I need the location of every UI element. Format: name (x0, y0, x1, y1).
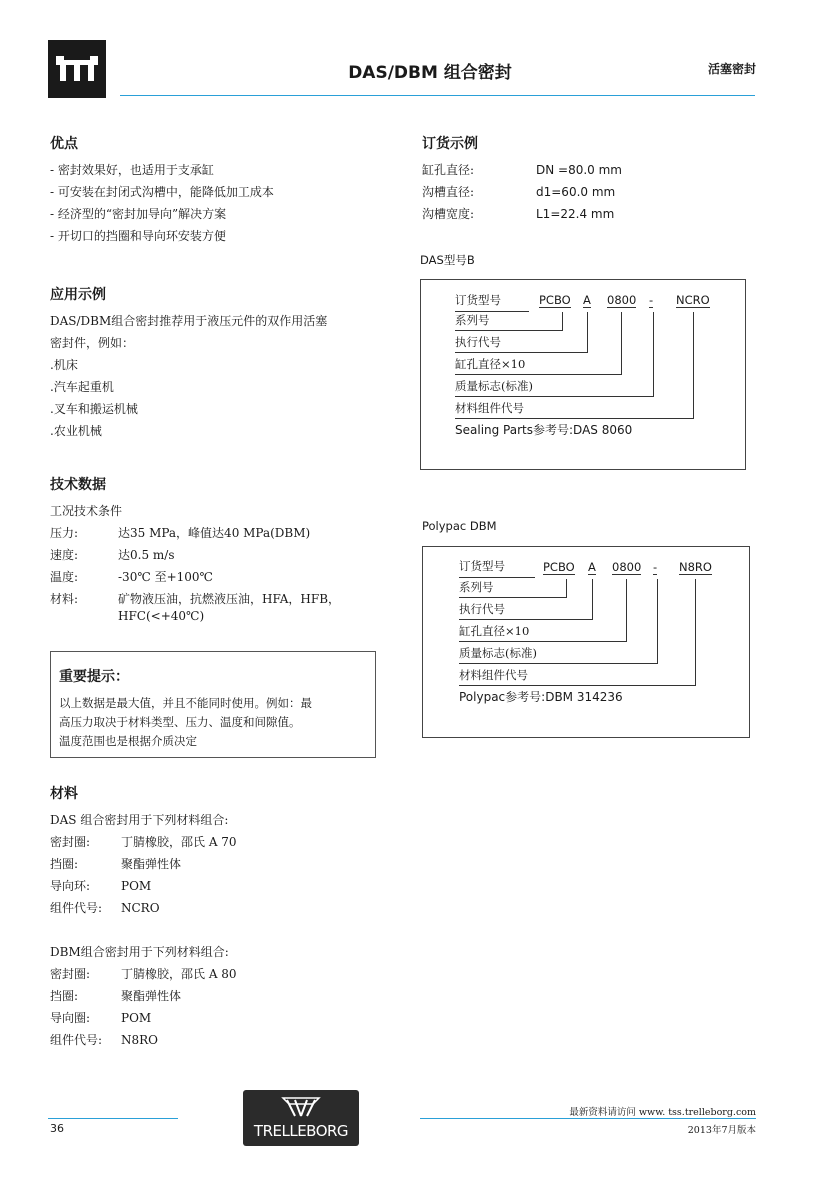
label-material: 材料组件代号 (455, 401, 524, 415)
connector-line (592, 579, 593, 619)
material-value: NCRO (121, 901, 160, 915)
brand-name: TRELLEBORG (253, 1122, 349, 1140)
material-value: 丁腈橡胶，邵氏 A 70 (121, 835, 237, 849)
code-material (676, 289, 710, 311)
page-number: 36 (50, 1122, 64, 1135)
code-series (543, 556, 575, 578)
label-exec: 执行代号 (459, 602, 505, 616)
label-bore: 缸孔直径×10 (459, 624, 530, 638)
tech-label: 压力: (50, 526, 79, 540)
tech-value: 矿物液压油，抗燃液压油，HFA，HFB， (118, 592, 341, 606)
dbm-order-diagram (422, 546, 750, 738)
connector-line (657, 579, 658, 663)
material-value: 聚酯弹性体 (121, 857, 182, 871)
code-text: - (653, 560, 658, 574)
order-example (422, 159, 622, 225)
tech-value: -30℃ 至+100℃ (118, 570, 213, 584)
code-quality (649, 289, 653, 311)
list-item: .农业机械 (50, 424, 102, 438)
code-bore (607, 289, 636, 311)
connector-line (626, 579, 627, 641)
header-divider (120, 95, 755, 96)
material-label: 导向环: (50, 879, 91, 893)
order-label: 沟槽宽度: (422, 207, 475, 221)
material-label: 挡圈: (50, 857, 79, 871)
applications-intro: 密封件，例如： (50, 336, 135, 350)
order-row (422, 181, 622, 203)
code-text: PCBO (543, 560, 575, 574)
applications-intro: DAS/DBM组合密封推荐用于液压元件的双作用活塞 (50, 314, 328, 328)
label-exec: 执行代号 (455, 335, 501, 349)
list-item: - 密封效果好，也适用于支承缸 (50, 163, 214, 177)
connector-line (621, 312, 622, 374)
code-bore (612, 556, 641, 578)
note-line: 温度范围也是根据介质决定 (59, 734, 197, 748)
reference-number: Sealing Parts参考号:DAS 8060 (455, 423, 633, 437)
connector-line (562, 312, 563, 330)
code-text: NCRO (676, 293, 710, 307)
connector-line (587, 312, 588, 352)
code-text: N8RO (679, 560, 712, 574)
material-row (50, 853, 237, 875)
material-value: POM (121, 1011, 152, 1025)
tech-subheading: 工况技术条件 (50, 504, 123, 518)
order-value: L1=22.4 mm (536, 207, 615, 221)
material-value: 聚酯弹性体 (121, 989, 182, 1003)
code-series (539, 289, 571, 311)
applications-heading: 应用示例 (50, 287, 106, 303)
material-label: 组件代号: (50, 1033, 103, 1047)
list-item: - 经济型的“密封加导向”解决方案 (50, 207, 227, 221)
code-text: 0800 (607, 293, 637, 307)
note-body (59, 694, 312, 751)
label-material: 材料组件代号 (459, 668, 528, 682)
tech-value: 达35 MPa，峰值达40 MPa(DBM) (118, 526, 311, 540)
connector-line (653, 312, 654, 396)
label-quality: 质量标志(标准) (459, 646, 537, 660)
code-exec (588, 556, 596, 578)
list-item: - 可安装在封闭式沟槽中，能降低加工成本 (50, 185, 274, 199)
company-logo (48, 40, 106, 98)
material-row (50, 985, 237, 1007)
tech-label: 速度: (50, 548, 79, 562)
footer-divider-right (420, 1118, 756, 1119)
das-order-diagram (420, 279, 746, 470)
das-diagram-caption: DAS型号B (420, 253, 475, 267)
order-value: d1=60.0 mm (536, 185, 616, 199)
material-label: 密封圈: (50, 835, 91, 849)
material-label: 组件代号: (50, 901, 103, 915)
materials-heading: 材料 (50, 786, 78, 802)
code-exec (583, 289, 591, 311)
label-bore: 缸孔直径×10 (455, 357, 526, 371)
list-item: .叉车和搬运机械 (50, 402, 138, 416)
order-heading: 订货示例 (422, 136, 478, 152)
materials-dbm (50, 941, 237, 1051)
connector-line (695, 579, 696, 685)
tech-row (50, 588, 340, 625)
material-row (50, 1007, 237, 1029)
material-row (50, 897, 237, 919)
materials-das-intro: DAS 组合密封用于下列材料组合: (50, 813, 229, 827)
applications-list (50, 310, 327, 442)
brand-emblem-icon (243, 1094, 359, 1124)
code-text: PCBO (539, 293, 571, 307)
website-text: 最新资料请访问 www. tss.trelleborg.com (569, 1107, 756, 1118)
dbm-diagram-caption: Polypac DBM (422, 519, 497, 533)
label-series: 系列号 (459, 580, 494, 594)
label-series: 系列号 (455, 313, 490, 327)
material-row (50, 963, 237, 985)
footer-divider-left (48, 1118, 178, 1119)
code-text: - (649, 293, 654, 307)
code-material (679, 556, 712, 578)
note-line: 以上数据是最大值，并且不能同时使用。例如：最 (59, 696, 312, 710)
order-label: 缸孔直径: (422, 163, 475, 177)
category-label: 活塞密封 (707, 62, 756, 76)
tech-row (50, 566, 340, 588)
note-line: 高压力取决于材料类型、压力、温度和间隙值。 (59, 715, 301, 729)
logo-emblem-icon (48, 40, 106, 98)
order-row (422, 203, 622, 225)
tech-row (50, 544, 340, 566)
tech-value-block (118, 588, 340, 625)
advantages-heading: 优点 (50, 136, 78, 152)
list-item: - 开切口的挡圈和导向环安装方便 (50, 229, 226, 243)
material-value: N8RO (121, 1033, 159, 1047)
code-text: A (583, 293, 591, 307)
advantages-list (50, 159, 274, 247)
order-row (422, 159, 622, 181)
code-text: 0800 (612, 560, 642, 574)
materials-das (50, 809, 237, 919)
tech-data (50, 500, 340, 625)
page-title: DAS/DBM 组合密封 (348, 63, 512, 83)
materials-dbm-intro: DBM组合密封用于下列材料组合: (50, 945, 229, 959)
tech-heading: 技术数据 (50, 477, 106, 493)
material-row (50, 1029, 237, 1051)
tech-label: 材料: (50, 592, 79, 606)
material-value: 丁腈橡胶，邵氏 A 80 (121, 967, 237, 981)
edition-text: 2013年7月版本 (687, 1125, 756, 1136)
order-label: 沟槽直径: (422, 185, 475, 199)
tech-value: 达0.5 m/s (118, 548, 175, 562)
label-quality: 质量标志(标准) (455, 379, 533, 393)
list-item: .机床 (50, 358, 78, 372)
order-no-label: 订货型号 (455, 289, 529, 312)
important-note-box (50, 651, 376, 758)
order-value: DN =80.0 mm (536, 163, 622, 177)
material-row (50, 875, 237, 897)
note-heading: 重要提示： (59, 669, 129, 685)
code-quality (653, 556, 657, 578)
material-label: 挡圈: (50, 989, 79, 1003)
material-label: 密封圈: (50, 967, 91, 981)
tech-label: 温度: (50, 570, 79, 584)
connector-line (566, 579, 567, 597)
order-no-label: 订货型号 (459, 555, 535, 578)
tech-value: HFC(<+40℃) (118, 609, 205, 623)
reference-number: Polypac参考号:DBM 314236 (459, 690, 623, 704)
connector-line (693, 312, 694, 418)
material-value: POM (121, 879, 152, 893)
material-row (50, 831, 237, 853)
code-text: A (588, 560, 596, 574)
tech-row (50, 522, 340, 544)
list-item: .汽车起重机 (50, 380, 114, 394)
brand-logo (243, 1090, 359, 1146)
material-label: 导向圈: (50, 1011, 91, 1025)
